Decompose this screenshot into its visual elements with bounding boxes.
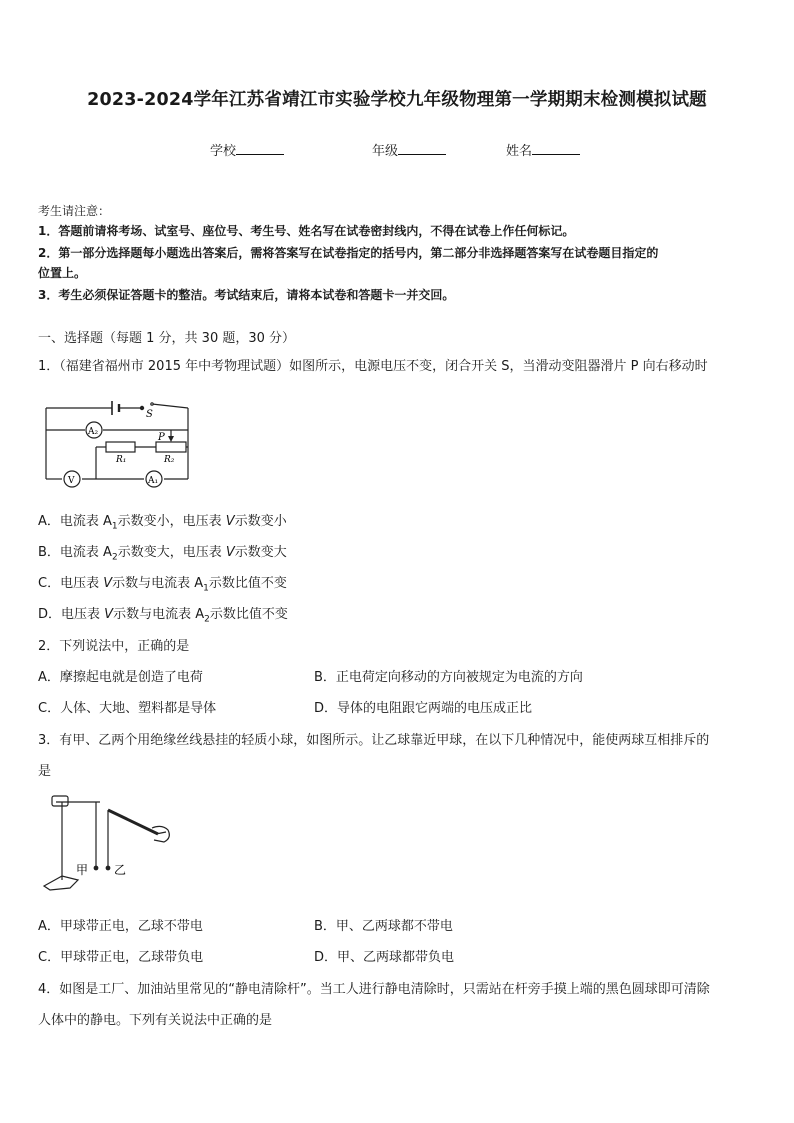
q3-option-b: B．甲、乙两球都不带电 bbox=[314, 919, 453, 934]
section-heading: 一、选择题（每题 1 分，共 30 题，30 分） bbox=[38, 331, 296, 346]
q3-figure bbox=[40, 788, 176, 898]
school-blank bbox=[236, 142, 284, 155]
q1-label-a1: A₁ bbox=[148, 476, 159, 486]
q3-label-yi: 乙 bbox=[114, 863, 127, 877]
school-field bbox=[210, 140, 284, 159]
q1-circuit-figure bbox=[40, 395, 200, 493]
q1-label-r2: R₂ bbox=[164, 455, 175, 465]
q3-option-d: D．甲、乙两球都带负电 bbox=[314, 950, 455, 965]
q3-ball-yi bbox=[106, 866, 111, 871]
notice-item-2: 2．第一部分选择题每小题选出答案后，需将答案写在试卷指定的括号内，第二部分非选择题答案写在试卷题目指定的 bbox=[38, 246, 659, 260]
q1-option-a: A．电流表 $A_1$示数变小，电压表 V示数变小 bbox=[38, 514, 287, 532]
q1-r2-rheostat bbox=[156, 442, 186, 452]
q3-stem-line1: 3．有甲、乙两个用绝缘丝线悬挂的轻质小球，如图所示。让乙球靠近甲球，在以下几种情况中，能使两球互相排斥的 bbox=[38, 733, 710, 748]
grade-field bbox=[372, 140, 446, 159]
q2-option-c: C．人体、大地、塑料都是导体 bbox=[38, 701, 217, 716]
q1-label-s: S bbox=[146, 409, 153, 420]
school-label: 学校 bbox=[210, 144, 237, 159]
grade-blank bbox=[398, 142, 446, 155]
name-label: 姓名 bbox=[506, 144, 533, 159]
q1-r1-resistor bbox=[106, 442, 135, 452]
notice-item-2-cont: 位置上。 bbox=[38, 266, 87, 280]
q1-label-r1: R₁ bbox=[116, 455, 127, 465]
q4-stem-line2: 人体中的静电。下列有关说法中正确的是 bbox=[38, 1013, 273, 1028]
notice-item-3: 3．考生必须保证答题卡的整洁。考试结束后，请将本试卷和答题卡一并交回。 bbox=[38, 288, 455, 302]
q1-label-v: V bbox=[68, 476, 75, 486]
q1-label-a2: A₂ bbox=[88, 427, 99, 437]
q1-option-d: D．电压表 V示数与电流表 $A_2$示数比值不变 bbox=[38, 607, 288, 625]
q2-option-b: B．正电荷定向移动的方向被规定为电流的方向 bbox=[314, 670, 583, 685]
q1-option-c: C．电压表 V示数与电流表 $A_1$示数比值不变 bbox=[38, 576, 287, 594]
name-blank bbox=[532, 142, 580, 155]
q3-option-a: A．甲球带正电，乙球不带电 bbox=[38, 919, 203, 934]
q3-stem-line2: 是 bbox=[38, 764, 52, 779]
q3-option-c: C．甲球带正电，乙球带负电 bbox=[38, 950, 204, 965]
q2-stem: 2．下列说法中，正确的是 bbox=[38, 639, 190, 654]
name-field bbox=[506, 140, 580, 159]
q1-label-p: P bbox=[158, 432, 165, 443]
q1-stem: 1．（福建省福州市 2015 年中考物理试题）如图所示，电源电压不变，闭合开关 S，当滑动变阻器滑片 P 向右移动时 bbox=[38, 359, 708, 374]
notice-item-1: 1．答题前请将考场、试室号、座位号、考生号、姓名写在试卷密封线内，不得在试卷上作任何标记。 bbox=[38, 224, 575, 238]
q1-option-b: B．电流表 $A_2$示数变大，电压表 V示数变大 bbox=[38, 545, 287, 563]
q3-label-jia: 甲 bbox=[76, 863, 89, 877]
q2-option-d: D．导体的电阻跟它两端的电压成正比 bbox=[314, 701, 533, 716]
q4-stem-line1: 4．如图是工厂、加油站里常见的“静电清除杆”。当工人进行静电清除时，只需站在杆旁手摸上端的黑色圆球即可清除 bbox=[38, 982, 710, 997]
notice-heading: 考生请注意： bbox=[38, 204, 111, 218]
q3-ball-jia bbox=[94, 866, 99, 871]
page-title: 2023-2024学年江苏省靖江市实验学校九年级物理第一学期期末检测模拟试题 bbox=[87, 90, 707, 110]
grade-label: 年级 bbox=[372, 144, 399, 159]
q2-option-a: A．摩擦起电就是创造了电荷 bbox=[38, 670, 203, 685]
